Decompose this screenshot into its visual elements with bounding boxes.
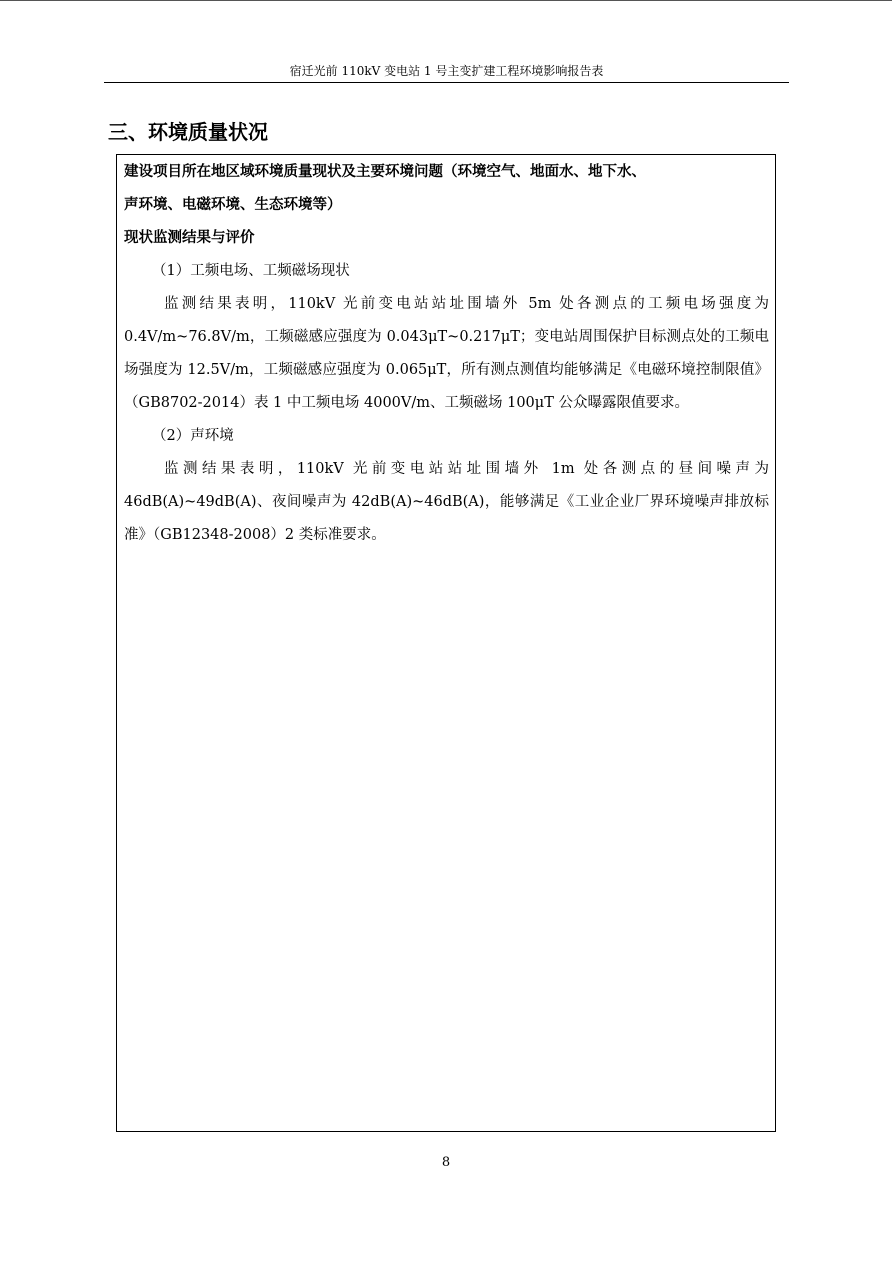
box-heading-line1: 建设项目所在地区域环境质量现状及主要环境问题（环境空气、地面水、地下水、 bbox=[124, 164, 646, 180]
page-top-border bbox=[0, 0, 892, 1]
section-title: 三、环境质量状况 bbox=[108, 120, 268, 144]
item2-title: （2）声环境 bbox=[152, 428, 234, 444]
header-divider bbox=[104, 82, 789, 83]
box-subheading: 现状监测结果与评价 bbox=[124, 230, 255, 246]
page-header: 宿迁光前 110kV 变电站 1 号主变扩建工程环境影响报告表 bbox=[289, 64, 604, 78]
page-number: 8 bbox=[441, 1155, 451, 1170]
item1-title: （1）工频电场、工频磁场现状 bbox=[152, 263, 350, 279]
item1-paragraph: 监测结果表明，110kV 光前变电站站址围墙外 5m 处各测点的工频电场强度为 0.4V/m~76.8V/m，工频磁感应强度为 0.043μT~0.217μT；变电站周围保护目标测点处的工频电场强度为 12.5V/m，工频磁感应强度为 0.065μT，所有测点测值均能够满足《电磁环境控制限值》（GB8702-2014）表 1 中工频电场 4000V/m、工频磁场 100μT 公众曝露限值要求。 bbox=[124, 296, 769, 411]
box-content bbox=[124, 156, 769, 552]
item2-paragraph: 监测结果表明，110kV 光前变电站站址围墙外 1m 处各测点的昼间噪声为 46dB(A)~49dB(A)、夜间噪声为 42dB(A)~46dB(A)，能够满足《工业企业厂界环境噪声排放标准》（GB12348-2008）2 类标准要求。 bbox=[124, 461, 769, 543]
box-heading-line2: 声环境、电磁环境、生态环境等） bbox=[124, 197, 342, 213]
